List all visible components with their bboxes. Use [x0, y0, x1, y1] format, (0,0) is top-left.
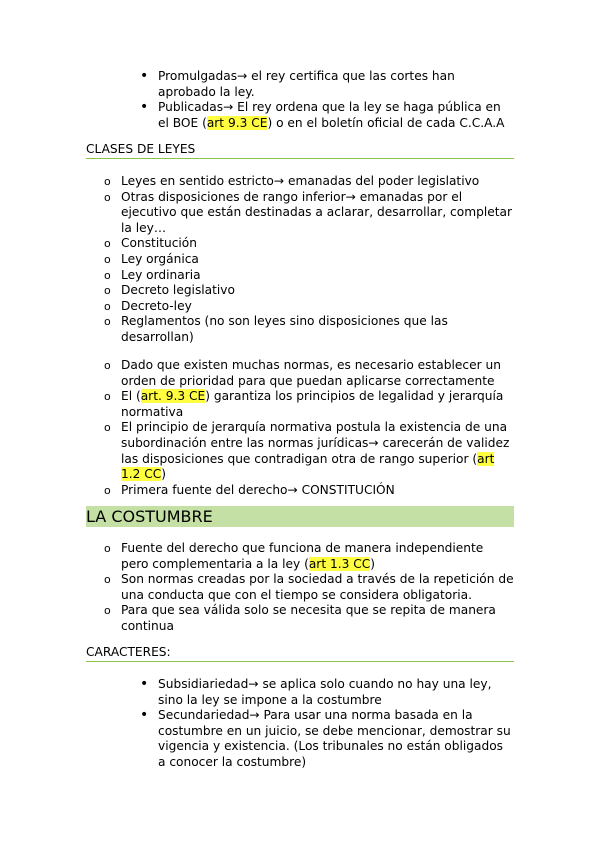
bullet-circle-icon: o: [104, 542, 111, 555]
article-reference: art 1.3 CC: [308, 556, 371, 571]
item-text: Ley orgánica: [121, 251, 199, 266]
item-text: Publicadas→ El rey ordena que la ley se haga pública en el BOE (: [158, 100, 501, 130]
bullet-circle-icon: o: [104, 190, 111, 204]
clases-list: [0, 174, 599, 346]
item-text: Secundariedad→ Para usar una norma basada en la costumbre en un juicio, se debe mencionar, demostrar su vigencia y existencia. (Los tribunales no están obligados a conocer la costumbre): [158, 708, 511, 769]
item-text: Leyes en sentido estricto→ emanadas del poder legislativo: [121, 174, 480, 188]
list-item: [104, 389, 514, 420]
item-text: Dado que existen muchas normas, es necesario establecer un orden de prioridad para que puedan aplicarse correctamente: [121, 358, 501, 388]
list-item: [104, 482, 514, 499]
item-text: ): [161, 467, 167, 482]
bullet-circle-icon: o: [104, 237, 111, 251]
bullet-disc-icon: •: [140, 676, 149, 692]
item-text: Ley ordinaria: [121, 267, 201, 282]
item-text: Son normas creadas por la sociedad a través de la repetición de una conducta que con el tiempo se considera obligatoria.: [121, 572, 514, 602]
item-text: Promulgadas→ el rey certifica que las cortes han aprobado la ley.: [158, 69, 455, 99]
item-text: Otras disposiciones de rango inferior→ emanadas por el ejecutivo que están destinadas a aclarar, desarrollar, completar la ley…: [121, 189, 512, 235]
item-text: ): [370, 556, 376, 571]
bullet-circle-icon: o: [104, 359, 111, 372]
item-text: El (: [121, 389, 141, 404]
section-heading-clases: CLASES DE LEYES: [86, 142, 514, 159]
bullet-disc-icon: •: [140, 68, 149, 84]
item-text: ) o en el boletín oficial de cada C.C.A.A: [267, 115, 505, 130]
list-item: [140, 676, 514, 708]
section-heading-costumbre: LA COSTUMBRE: [86, 506, 514, 527]
section-heading-caracteres: CARACTERES:: [86, 645, 514, 662]
bullet-circle-icon: o: [104, 421, 111, 435]
item-text: Decreto-ley: [121, 298, 192, 313]
top-bullet-list: [0, 69, 599, 131]
list-item: [104, 283, 514, 299]
bullet-circle-icon: o: [104, 604, 111, 618]
item-text: Fuente del derecho que funciona de manera independiente pero complementaria a la ley (: [121, 541, 484, 571]
item-text: Decreto legislativo: [121, 283, 235, 298]
list-item: [104, 236, 514, 252]
jerarquia-list: [0, 358, 599, 498]
bullet-disc-icon: •: [140, 99, 149, 116]
list-item: [104, 174, 514, 190]
list-item: [104, 251, 514, 268]
bullet-circle-icon: o: [104, 268, 111, 282]
item-text: Constitución: [121, 236, 197, 251]
list-item: [104, 603, 514, 634]
bullet-circle-icon: o: [104, 483, 111, 497]
article-reference: art 1.2 CC: [121, 451, 495, 482]
item-text: ) garantiza los principios de legalidad y jerarquía normativa: [121, 389, 504, 419]
item-text: Primera fuente del derecho→ CONSTITUCIÓN: [121, 482, 395, 497]
list-item: [140, 68, 508, 100]
item-text: Subsidiariedad→ se aplica solo cuando no hay una ley, sino la ley se impone a la costumbre: [158, 677, 492, 707]
costumbre-list: [0, 541, 599, 635]
list-item: [104, 420, 514, 482]
bullet-circle-icon: o: [104, 252, 111, 266]
bullet-circle-icon: o: [104, 315, 111, 329]
article-reference: art. 9.3 CE: [140, 389, 206, 404]
list-item: [140, 707, 514, 770]
bullet-circle-icon: o: [104, 284, 111, 298]
list-item: [104, 298, 514, 315]
list-item: [104, 572, 514, 603]
list-item: [104, 314, 514, 345]
bullet-circle-icon: o: [104, 573, 111, 587]
list-item: [104, 189, 514, 237]
bullet-disc-icon: •: [140, 707, 149, 724]
list-item: [104, 358, 514, 389]
list-item: [140, 99, 508, 131]
bullet-circle-icon: o: [104, 175, 111, 188]
item-text: Para que sea válida solo se necesita que se repita de manera continua: [121, 603, 496, 633]
list-item: [104, 267, 514, 284]
bullet-circle-icon: o: [104, 299, 111, 313]
item-text: El principio de jerarquía normativa postula la existencia de una subordinación entre las normas jurídicas→ carecerán de validez las disposiciones que contradigan otra de rango superior (: [121, 420, 510, 466]
article-reference: art 9.3 CE: [206, 115, 268, 130]
bullet-circle-icon: o: [104, 390, 111, 404]
item-text: Reglamentos (no son leyes sino disposiciones que las desarrollan): [121, 314, 448, 344]
list-item: [104, 541, 514, 572]
caracteres-list: [0, 677, 599, 771]
